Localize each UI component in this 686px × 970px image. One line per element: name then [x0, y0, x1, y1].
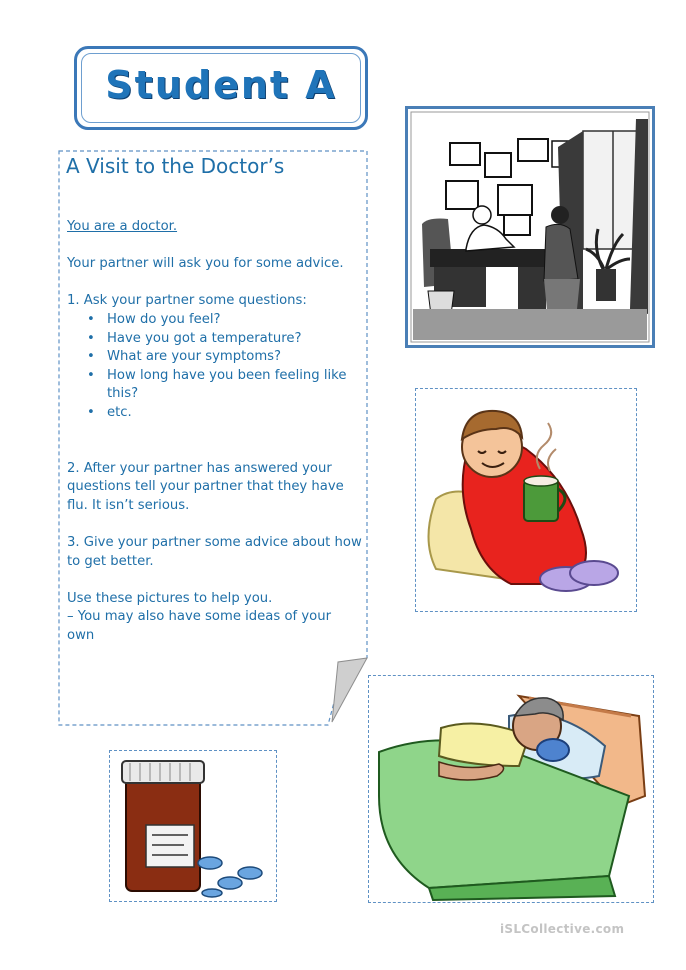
page-title: Student A — [105, 63, 337, 107]
title-box — [74, 46, 368, 130]
step-1-text: 1. Ask your partner some questions: — [67, 293, 307, 309]
sick-boy-illustration — [416, 389, 636, 611]
role-text: You are a doctor. — [67, 219, 178, 234]
man-in-bed-illustration — [369, 676, 653, 902]
question-item: • How long have you been feeling like this? — [107, 367, 362, 404]
pill-bottle-illustration — [110, 751, 276, 901]
question-item: • Have you got a temperature? — [107, 330, 362, 349]
step-3-text: 3. Give your partner some advice about how to get better. — [67, 534, 362, 569]
question-item: • How do you feel? — [107, 311, 362, 330]
instruction-card — [58, 150, 368, 725]
closing-text-1: Use these pictures to help you. — [67, 590, 273, 606]
card-heading: A Visit to the Doctor’s — [66, 154, 285, 178]
doctor-office-picture — [405, 106, 655, 348]
question-list — [67, 311, 362, 423]
intro-text: Your partner will ask you for some advice. — [67, 256, 344, 272]
doctor-office-illustration — [408, 109, 652, 345]
question-item: • What are your symptoms? — [107, 348, 362, 367]
pill-bottle-picture — [109, 750, 277, 902]
sick-boy-picture — [415, 388, 637, 612]
closing-text-2: – You may also have some ideas of your own — [67, 609, 331, 643]
man-in-bed-picture — [368, 675, 654, 903]
step-2-text: 2. After your partner has answered your questions tell your partner that they have flu. It isn’t serious. — [67, 460, 344, 513]
question-item: • etc. — [107, 404, 362, 423]
watermark: iSLCollective.com — [500, 922, 625, 936]
card-body — [67, 218, 362, 645]
